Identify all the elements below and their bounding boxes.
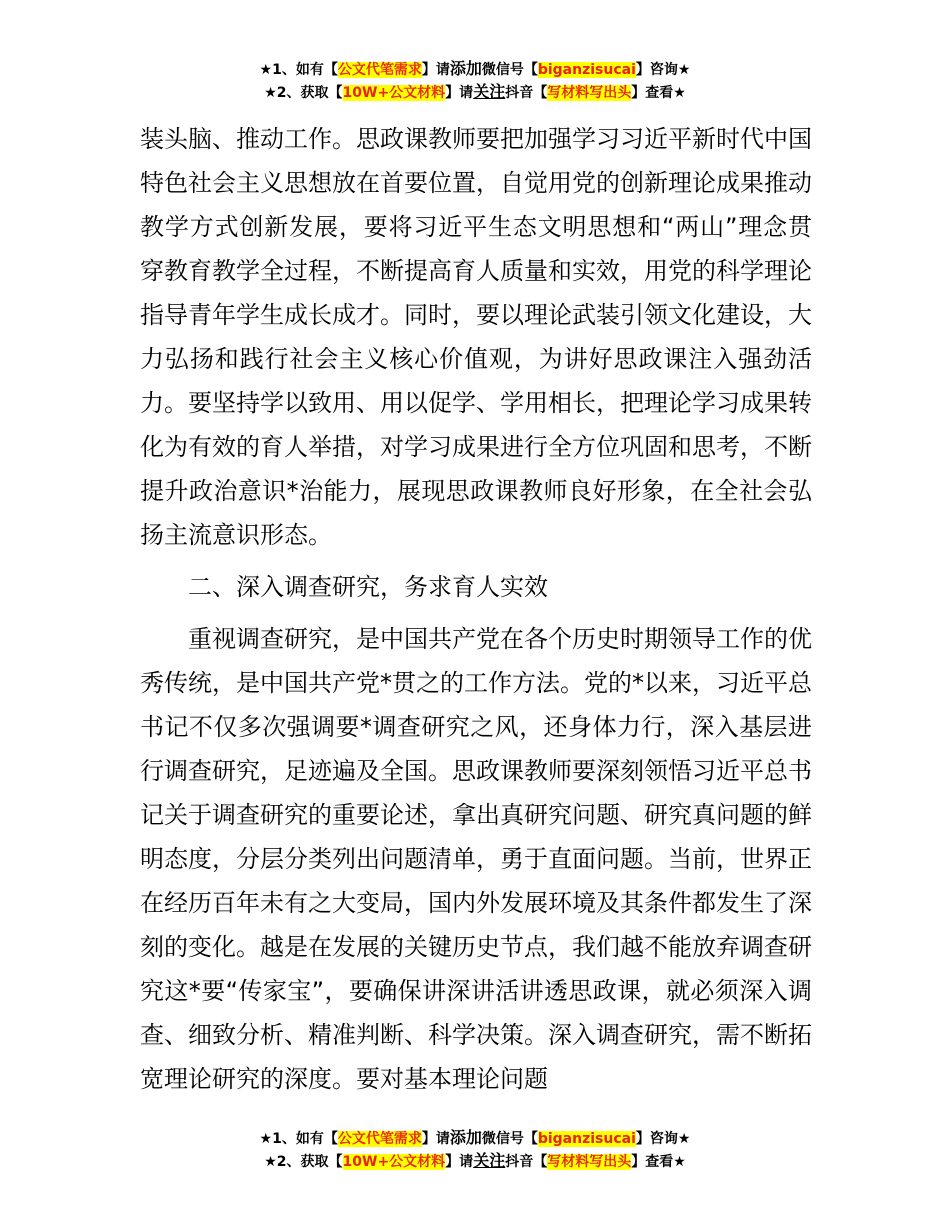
footer-line-1-highlight-wechat: biganzisucai [537,1131,636,1147]
document-body [140,117,812,1101]
banner-line-2-highlight-materials: 10W+公文材料 [342,85,446,101]
footer-line-2-suffix: 】查看★ [631,1154,686,1170]
banner-line-2-highlight-douyin: 写材料写出头 [547,85,632,101]
footer-line-1 [0,1127,950,1150]
banner-line-2-mid: 】请 [445,85,474,101]
footer-line-1-emphasis: 添加 [449,1128,482,1147]
banner-line-1-emphasis: 添加 [449,59,482,78]
banner-line-1-mid2: 微信号【 [481,62,538,78]
banner-line-1-suffix: 】咨询★ [635,62,691,78]
footer-line-2-highlight-douyin: 写材料写出头 [547,1154,632,1170]
section-heading-2: 二、深入调查研究，务求育人实效 [188,573,548,601]
banner-line-1-highlight-service: 公文代笔需求 [337,62,422,78]
header-banner [0,58,950,104]
footer-line-1-prefix: ★1、如有【 [259,1131,338,1147]
banner-line-2-emphasis: 关注 [473,82,506,101]
body-paragraph-1: 装头脑、推动工作。思政课教师要把加强学习习近平新时代中国特色社会主义思想放在首要位置，自觉用党的创新理论成果推动教学方式创新发展，要将习近平生态文明思想和“两山”理念贯穿教育教学全过程，不断提高育人质量和实效，用党的科学理论指导青年学生成长成才。同时，要以理论武装引领文化建设，大力弘扬和践行社会主义核心价值观，为讲好思政课注入强劲活力。要坚持学以致用、用以促学、学用相长，把理论学习成果转化为有效的育人举措，对学习成果进行全方位巩固和思考，不断提升政治意识*治能力，展现思政课教师良好形象，在全社会弘扬主流意识形态。 [140,125,812,549]
footer-line-1-mid: 】请 [421,1131,450,1147]
footer-line-2-highlight-materials: 10W+公文材料 [342,1154,446,1170]
footer-banner [0,1127,950,1173]
banner-line-2-suffix: 】查看★ [631,85,686,101]
banner-line-1-mid: 】请 [421,62,450,78]
body-paragraph-2: 重视调查研究，是中国共产党在各个历史时期领导工作的优秀传统，是中国共产党*贯之的工作方法。党的*以来，习近平总书记不仅多次强调要*调查研究之风，还身体力行，深入基层进行调查研究，足迹遍及全国。思政课教师要深刻领悟习近平总书记关于调查研究的重要论述，拿出真研究问题、研究真问题的鲜明态度，分层分类列出问题清单，勇于直面问题。当前，世界正在经历百年未有之大变局，国内外发展环境及其条件都发生了深刻的变化。越是在发展的关键历史节点，我们越不能放弃调查研究这*要“传家宝”，要确保讲深讲活讲透思政课，就必须深入调查、细致分析、精准判断、科学决策。深入调查研究，需不断拓宽理论研究的深度。要对基本理论问题 [140,625,812,1093]
banner-line-1 [0,58,950,81]
footer-line-2-mid: 】请 [445,1154,474,1170]
banner-line-2-mid2: 抖音【 [505,85,548,101]
footer-line-2-emphasis: 关注 [473,1151,506,1170]
banner-line-2-prefix: ★2、获取【 [264,85,343,101]
footer-line-2-mid2: 抖音【 [505,1154,548,1170]
footer-line-1-highlight-service: 公文代笔需求 [337,1131,422,1147]
footer-line-2-prefix: ★2、获取【 [264,1154,343,1170]
banner-line-1-prefix: ★1、如有【 [259,62,338,78]
footer-line-2 [0,1150,950,1173]
banner-line-2 [0,81,950,104]
footer-line-1-suffix: 】咨询★ [635,1131,691,1147]
banner-line-1-highlight-wechat: biganzisucai [537,62,636,78]
footer-line-1-mid2: 微信号【 [481,1131,538,1147]
